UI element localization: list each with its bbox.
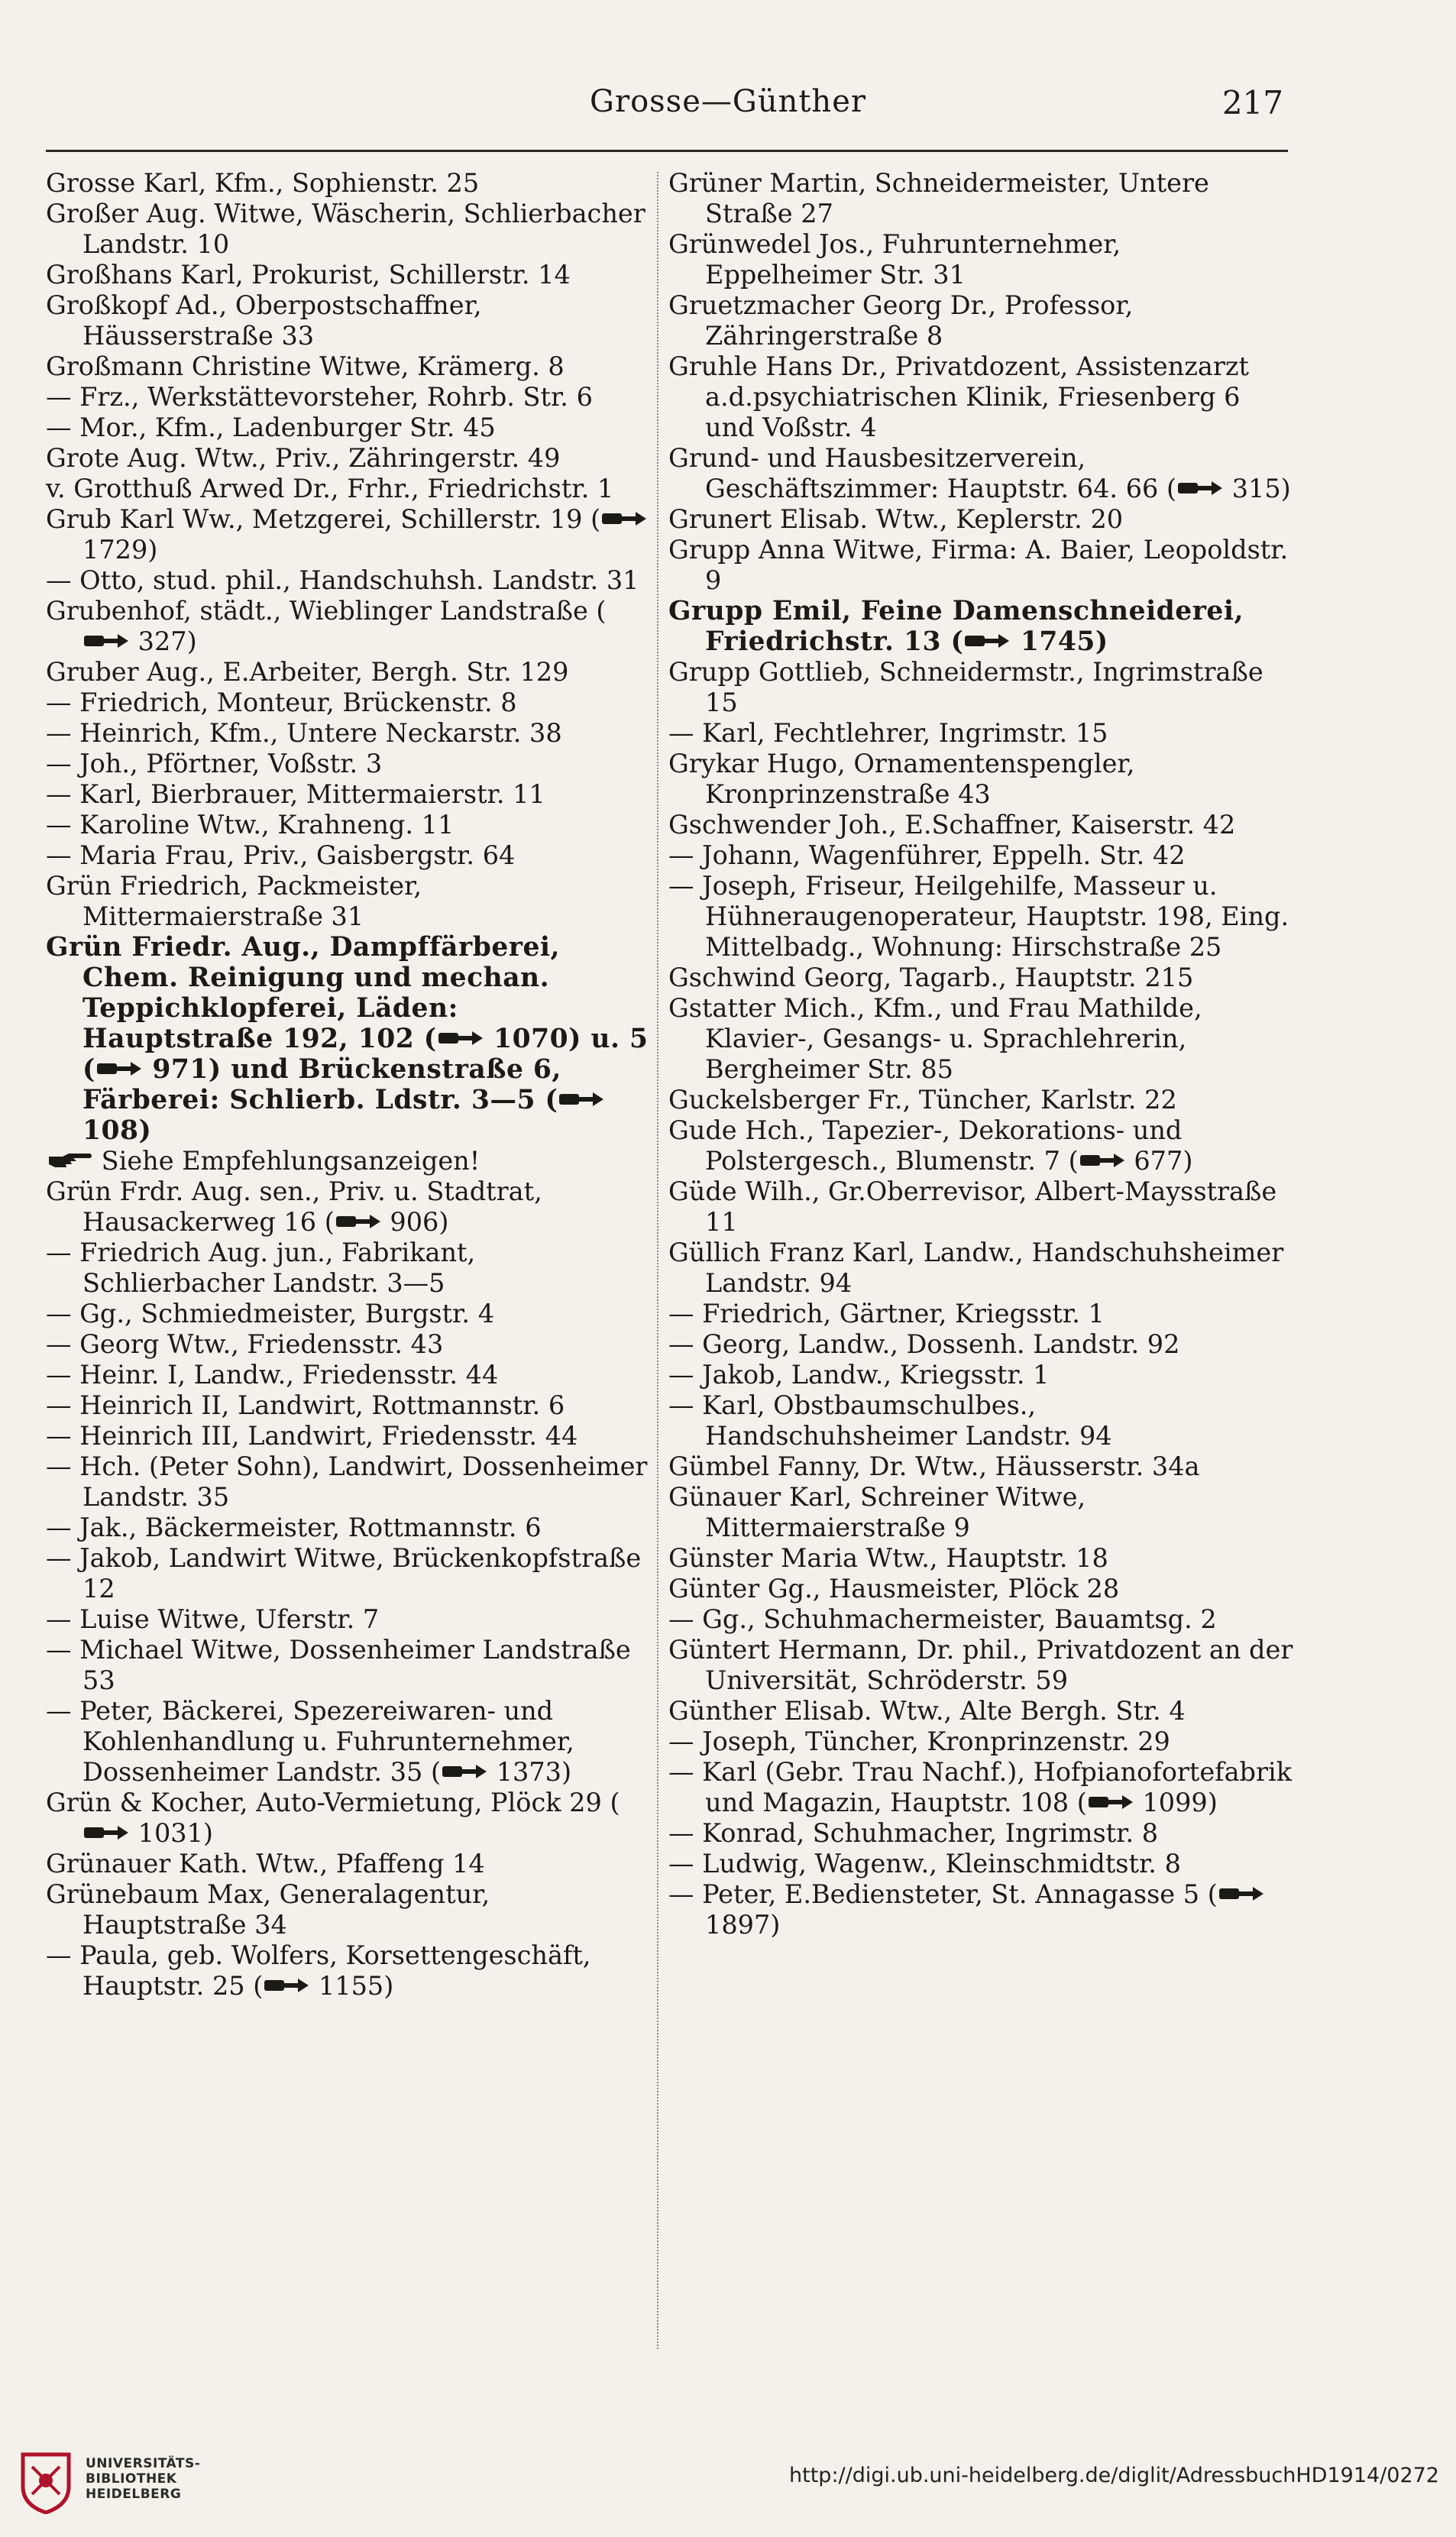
directory-entry bbox=[46, 1635, 649, 1696]
directory-entry bbox=[668, 993, 1295, 1085]
entry-text: — Gg., Schuhmachermeister, Bauamtsg. 2 bbox=[668, 1604, 1217, 1634]
directory-entry bbox=[46, 382, 649, 413]
directory-entry bbox=[668, 1482, 1295, 1543]
entry-text: — Georg, Landw., Dossenh. Landstr. 92 bbox=[668, 1329, 1180, 1359]
phone-number: 1745 bbox=[1020, 626, 1095, 657]
phone-number: 1155 bbox=[318, 1971, 384, 2001]
phone-number: 1373 bbox=[496, 1757, 561, 1787]
directory-entry bbox=[668, 1390, 1295, 1451]
directory-entry: — Karl (Gebr. Trau Nachf.), Hofpianofortefabrik und Magazin, Hauptstr. 108 ( 1099) bbox=[668, 1757, 1293, 1817]
directory-entry bbox=[46, 351, 649, 382]
directory-entry bbox=[46, 474, 649, 504]
entry-text: Grünauer Kath. Wtw., Pfaffeng 14 bbox=[46, 1849, 485, 1878]
directory-entry bbox=[668, 657, 1295, 718]
entry-text: ) bbox=[1280, 474, 1291, 503]
directory-entry bbox=[46, 1451, 649, 1513]
directory-entry bbox=[46, 1604, 649, 1635]
entry-text: Grupp Anna Witwe, Firma: A. Baier, Leopoldstr. 9 bbox=[668, 535, 1289, 595]
directory-entry bbox=[668, 1451, 1295, 1482]
library-name bbox=[86, 2456, 200, 2502]
entry-text: — Heinrich, Kfm., Untere Neckarstr. 38 bbox=[46, 718, 562, 748]
entry-text: — Heinrich III, Landwirt, Friedensstr. 44 bbox=[46, 1421, 578, 1451]
entry-text: Gschwender Joh., E.Schaffner, Kaiserstr. 42 bbox=[668, 810, 1236, 840]
entry-text: — Otto, stud. phil., Handschuhsh. Landstr. 31 bbox=[46, 565, 639, 595]
phone-number: 677 bbox=[1134, 1146, 1183, 1176]
directory-entry bbox=[668, 963, 1295, 993]
entry-text: ) bbox=[383, 1971, 394, 2001]
directory-entry bbox=[46, 871, 649, 932]
entry-text: Gstatter Mich., Kfm., und Frau Mathilde, Klavier-, Gesangs- u. Sprachlehrerin, Bergheimer Str. 85 bbox=[668, 993, 1202, 1084]
phone-number: 971 bbox=[152, 1054, 209, 1085]
page-number: 217 bbox=[1221, 84, 1283, 121]
header-rule bbox=[46, 150, 1288, 152]
directory-entry bbox=[46, 749, 649, 779]
directory-entry bbox=[46, 1390, 649, 1421]
entry-text: Günster Maria Wtw., Hauptstr. 18 bbox=[668, 1543, 1108, 1573]
directory-entry bbox=[46, 1421, 649, 1451]
directory-entry bbox=[668, 229, 1295, 290]
directory-entry bbox=[46, 810, 649, 840]
phone-number: 1099 bbox=[1142, 1788, 1208, 1817]
entry-text: Grub Karl Ww., Metzgerei, Schillerstr. 19 bbox=[46, 504, 583, 534]
entry-text: Grosse Karl, Kfm., Sophienstr. 25 bbox=[46, 168, 480, 198]
pointing-hand-icon bbox=[46, 1149, 93, 1172]
directory-entry bbox=[46, 1879, 649, 1940]
entry-text: Guckelsberger Fr., Tüncher, Karlstr. 22 bbox=[668, 1085, 1177, 1115]
directory-entry bbox=[46, 932, 649, 1146]
entry-text: — Jak., Bäckermeister, Rottmannstr. 6 bbox=[46, 1513, 542, 1542]
directory-entry bbox=[46, 779, 649, 810]
right-column bbox=[668, 168, 1295, 1940]
directory-entry bbox=[46, 1513, 649, 1543]
directory-entry: Grub Karl Ww., Metzgerei, Schillerstr. 19 ( 1729) bbox=[46, 504, 649, 565]
entry-text: — Jakob, Landw., Kriegsstr. 1 bbox=[668, 1360, 1050, 1390]
telephone-icon bbox=[95, 1057, 143, 1080]
entry-text: — Johann, Wagenführer, Eppelh. Str. 42 bbox=[668, 840, 1186, 870]
entry-text: — Konrad, Schuhmacher, Ingrimstr. 8 bbox=[668, 1818, 1159, 1848]
directory-entry bbox=[668, 1604, 1295, 1635]
entry-text: Grünwedel Jos., Fuhrunternehmer, Eppelheimer Str. 31 bbox=[668, 229, 1121, 290]
directory-entry bbox=[46, 1940, 649, 2001]
directory-entry bbox=[668, 1238, 1295, 1299]
entry-text: Grüner Martin, Schneidermeister, Untere Straße 27 bbox=[668, 168, 1209, 228]
entry-text: — Frz., Werkstättevorsteher, Rohrb. Str. 6 bbox=[46, 382, 593, 412]
telephone-icon bbox=[558, 1088, 605, 1111]
column-divider bbox=[657, 172, 658, 2349]
phone-number: 315 bbox=[1231, 474, 1281, 503]
entry-text: Siehe Empfehlungsanzeigen! bbox=[101, 1146, 480, 1176]
entry-text: — Heinr. I, Landw., Friedensstr. 44 bbox=[46, 1360, 499, 1390]
left-column bbox=[46, 168, 649, 2001]
telephone-icon bbox=[963, 629, 1011, 652]
entry-text: — Karl, Obstbaumschulbes., Handschuhsheimer Landstr. 94 bbox=[668, 1390, 1112, 1451]
entry-text: Großkopf Ad., Oberpostschaffner, Häusserstraße 33 bbox=[46, 290, 482, 351]
directory-entry bbox=[668, 596, 1295, 657]
directory-entry bbox=[668, 718, 1295, 749]
advert-note bbox=[46, 1146, 649, 1176]
phone-number: 1031 bbox=[138, 1818, 203, 1848]
entry-text: ) bbox=[138, 1115, 152, 1146]
directory-entry bbox=[668, 168, 1295, 229]
telephone-icon bbox=[1087, 1791, 1134, 1814]
directory-entry bbox=[46, 168, 649, 199]
running-head: Grosse—Günther bbox=[590, 84, 866, 119]
telephone-icon bbox=[335, 1210, 382, 1233]
directory-entry bbox=[46, 1849, 649, 1879]
source-url[interactable]: http://digi.ub.uni-heidelberg.de/diglit/AdressbuchHD1914/0272 bbox=[789, 2464, 1439, 2487]
entry-text: ) bbox=[1095, 626, 1108, 657]
directory-entry bbox=[668, 1360, 1295, 1390]
entry-text: Großer Aug. Witwe, Wäscherin, Schlierbacher Landstr. 10 bbox=[46, 199, 645, 259]
entry-text: ) bbox=[1183, 1146, 1193, 1176]
entry-text: — Karl (Gebr. Trau Nachf.), Hofpianofortefabrik und Magazin, Hauptstr. 108 bbox=[668, 1757, 1293, 1817]
entry-text: Gruhle Hans Dr., Privatdozent, Assistenzarzt a.d.psychiatrischen Klinik, Friesenberg 6 und Voßstr. 4 bbox=[668, 351, 1249, 442]
directory-entry bbox=[46, 1696, 649, 1788]
entry-text: — Friedrich, Gärtner, Kriegsstr. 1 bbox=[668, 1299, 1105, 1328]
directory-entry bbox=[46, 1360, 649, 1390]
telephone-icon bbox=[263, 1974, 310, 1997]
directory-entry bbox=[46, 413, 649, 443]
entry-text: — Friedrich, Monteur, Brückenstr. 8 bbox=[46, 688, 517, 717]
entry-text: — Mor., Kfm., Ladenburger Str. 45 bbox=[46, 413, 496, 442]
directory-entry bbox=[668, 1543, 1295, 1574]
entry-text: Gruetzmacher Georg Dr., Professor, Zähringerstraße 8 bbox=[668, 290, 1134, 351]
entry-text: Gümbel Fanny, Dr. Wtw., Häusserstr. 34a bbox=[668, 1451, 1200, 1481]
entry-text: — Hch. (Peter Sohn), Landwirt, Dossenheimer Landstr. 35 bbox=[46, 1451, 648, 1512]
directory-entry bbox=[668, 871, 1295, 963]
entry-text: Gruber Aug., E.Arbeiter, Bergh. Str. 129 bbox=[46, 657, 569, 687]
telephone-icon bbox=[83, 629, 130, 652]
entry-text: Grün Friedrich, Packmeister, Mittermaierstraße 31 bbox=[46, 871, 422, 931]
entry-text: — Luise Witwe, Uferstr. 7 bbox=[46, 1604, 380, 1634]
entry-text: Gude Hch., Tapezier-, Dekorations- und Polstergesch., Blumenstr. 7 ( bbox=[668, 1115, 1183, 1176]
directory-entry bbox=[46, 290, 649, 351]
entry-text: — Michael Witwe, Dossenheimer Landstraße 53 bbox=[46, 1635, 631, 1695]
entry-text: Grupp Gottlieb, Schneidermstr., Ingrimstraße 15 bbox=[668, 657, 1263, 717]
entry-text: — Peter, Bäckerei, Spezereiwaren- und Kohlenhandlung u. Fuhrunternehmer, Dossenheimer Landstr. 35 ( bbox=[46, 1696, 574, 1787]
telephone-icon bbox=[83, 1821, 130, 1844]
directory-entry: Grün & Kocher, Auto-Vermietung, Plöck 29 ( 1031) bbox=[46, 1788, 620, 1848]
entry-text: — Karl, Bierbrauer, Mittermaierstr. 11 bbox=[46, 779, 545, 809]
directory-entry bbox=[668, 1176, 1295, 1238]
entry-text: — Karl, Fechtlehrer, Ingrimstr. 15 bbox=[668, 718, 1108, 748]
telephone-icon bbox=[441, 1760, 488, 1783]
phone-number: 1070 bbox=[493, 1024, 569, 1054]
telephone-icon bbox=[1218, 1882, 1265, 1905]
phone-number: 906 bbox=[390, 1207, 439, 1237]
directory-entry bbox=[668, 1085, 1295, 1115]
directory-entry bbox=[46, 1543, 649, 1604]
directory-entry bbox=[668, 749, 1295, 810]
entry-text: Güllich Franz Karl, Landw., Handschuhsheimer Landstr. 94 bbox=[668, 1238, 1284, 1298]
entry-text: Grund- und Hausbesitzerverein, Geschäftszimmer: Hauptstr. 64. 66 ( bbox=[668, 443, 1177, 503]
directory-entry bbox=[46, 1329, 649, 1360]
entry-text: Grupp Emil, Feine Damenschneiderei, Friedrichstr. 13 ( bbox=[668, 596, 1244, 657]
directory-entry bbox=[46, 1176, 649, 1238]
entry-text: — Georg Wtw., Friedensstr. 43 bbox=[46, 1329, 444, 1359]
directory-entry bbox=[668, 1818, 1295, 1849]
directory-entry bbox=[668, 840, 1295, 871]
directory-entry bbox=[668, 810, 1295, 840]
directory-entry bbox=[46, 443, 649, 474]
phone-number: 327 bbox=[138, 626, 187, 656]
directory-entry bbox=[46, 1299, 649, 1329]
entry-text: Grün Friedr. Aug., Dampffärberei, Chem. Reinigung und mechan. Teppichklopferei, Läden: Hauptstraße 192, 102 ( bbox=[46, 932, 561, 1054]
library-name-line: HEIDELBERG bbox=[86, 2487, 182, 2502]
entry-text: — Gg., Schmiedmeister, Burgstr. 4 bbox=[46, 1299, 495, 1328]
entry-text: ) und Brückenstraße 6, Färberei: Schlierb. Ldstr. 3—5 ( bbox=[83, 1054, 561, 1115]
entry-text: Großhans Karl, Prokurist, Schillerstr. 14 bbox=[46, 260, 571, 290]
university-seal-icon bbox=[15, 2448, 76, 2514]
directory-entry bbox=[668, 1726, 1295, 1757]
phone-number: 108 bbox=[83, 1115, 139, 1146]
directory-entry bbox=[668, 1696, 1295, 1726]
directory-entry bbox=[668, 1329, 1295, 1360]
entry-text: Großmann Christine Witwe, Krämerg. 8 bbox=[46, 351, 565, 381]
footer bbox=[0, 2433, 1456, 2517]
directory-entry bbox=[46, 565, 649, 596]
entry-text: Grün Frdr. Aug. sen., Priv. u. Stadtrat, Hausackerweg 16 ( bbox=[46, 1176, 542, 1237]
entry-text: Grün & Kocher, Auto-Vermietung, Plöck 29 bbox=[46, 1788, 602, 1817]
directory-entry bbox=[46, 688, 649, 718]
entry-text: — Paula, geb. Wolfers, Korsettengeschäft, Hauptstr. 25 ( bbox=[46, 1940, 591, 2001]
entry-text: Grote Aug. Wtw., Priv., Zähringerstr. 49 bbox=[46, 443, 561, 473]
entry-text: — Joseph, Tüncher, Kronprinzenstr. 29 bbox=[668, 1726, 1170, 1756]
entry-text: — Ludwig, Wagenw., Kleinschmidtstr. 8 bbox=[668, 1849, 1181, 1878]
entry-text: v. Grotthuß Arwed Dr., Frhr., Friedrichstr. 1 bbox=[46, 474, 614, 503]
entry-text: — Jakob, Landwirt Witwe, Brückenkopfstraße 12 bbox=[46, 1543, 642, 1603]
directory-entry bbox=[668, 290, 1295, 351]
directory-entry bbox=[668, 1635, 1295, 1696]
entry-text: ) bbox=[561, 1757, 572, 1787]
entry-text: Grünebaum Max, Generalagentur, Hauptstraße 34 bbox=[46, 1879, 490, 1940]
library-name-line: BIBLIOTHEK bbox=[86, 2471, 177, 2487]
directory-entry bbox=[46, 657, 649, 688]
page-header bbox=[0, 84, 1456, 145]
entry-text: — Joseph, Friseur, Heilgehilfe, Masseur u. Hühneraugenoperateur, Hauptstr. 198, Eing. Mittelbadg., Wohnung: Hirschstraße 25 bbox=[668, 871, 1289, 962]
entry-text: Günter Gg., Hausmeister, Plöck 28 bbox=[668, 1574, 1120, 1603]
directory-entry bbox=[668, 443, 1295, 504]
telephone-icon bbox=[437, 1027, 484, 1050]
entry-text: Günauer Karl, Schreiner Witwe, Mittermaierstraße 9 bbox=[668, 1482, 1086, 1542]
entry-text: — Karoline Wtw., Krahneng. 11 bbox=[46, 810, 455, 840]
entry-text: — Heinrich II, Landwirt, Rottmannstr. 6 bbox=[46, 1390, 565, 1420]
directory-entry bbox=[668, 1115, 1295, 1176]
directory-entry bbox=[668, 1574, 1295, 1604]
entry-text: — Joh., Pförtner, Voßstr. 3 bbox=[46, 749, 383, 778]
entry-text: — Peter, E.Bediensteter, St. Annagasse 5 bbox=[668, 1879, 1200, 1909]
telephone-icon bbox=[1176, 477, 1224, 500]
entry-text: ) u. 5 ( bbox=[83, 1024, 649, 1085]
entry-text: Gschwind Georg, Tagarb., Hauptstr. 215 bbox=[668, 963, 1194, 992]
telephone-icon bbox=[1079, 1149, 1126, 1172]
directory-entry bbox=[46, 718, 649, 749]
entry-text: Grunert Elisab. Wtw., Keplerstr. 20 bbox=[668, 504, 1124, 534]
phone-number: 1729 bbox=[83, 535, 148, 565]
directory-entry bbox=[46, 840, 649, 871]
entry-text: Güntert Hermann, Dr. phil., Privatdozent an der Universität, Schröderstr. 59 bbox=[668, 1635, 1293, 1695]
directory-entry bbox=[46, 1238, 649, 1299]
directory-entry bbox=[46, 199, 649, 260]
directory-entry: Grubenhof, städt., Wieblinger Landstraße ( 327) bbox=[46, 596, 607, 656]
entry-text: — Friedrich Aug. jun., Fabrikant, Schlierbacher Landstr. 3—5 bbox=[46, 1238, 476, 1298]
library-name-line: UNIVERSITÄTS- bbox=[86, 2456, 201, 2471]
entry-text: ) bbox=[438, 1207, 449, 1237]
directory-entry bbox=[668, 1299, 1295, 1329]
entry-text: — Maria Frau, Priv., Gaisbergstr. 64 bbox=[46, 840, 516, 870]
directory-entry bbox=[46, 260, 649, 290]
directory-entry bbox=[668, 535, 1295, 596]
phone-number: 1897 bbox=[705, 1910, 771, 1940]
entry-text: Grykar Hugo, Ornamentenspengler, Kronprinzenstraße 43 bbox=[668, 749, 1135, 809]
entry-text: Güde Wilh., Gr.Oberrevisor, Albert-Maysstraße 11 bbox=[668, 1176, 1277, 1237]
directory-entry bbox=[668, 1849, 1295, 1879]
entry-text: Grubenhof, städt., Wieblinger Landstraße bbox=[46, 596, 588, 626]
entry-text: Günther Elisab. Wtw., Alte Bergh. Str. 4 bbox=[668, 1696, 1186, 1726]
directory-entry bbox=[668, 351, 1295, 443]
directory-entry bbox=[668, 504, 1295, 535]
directory-entry: — Peter, E.Bediensteter, St. Annagasse 5 ( 1897) bbox=[668, 1879, 1295, 1940]
telephone-icon bbox=[600, 507, 648, 530]
